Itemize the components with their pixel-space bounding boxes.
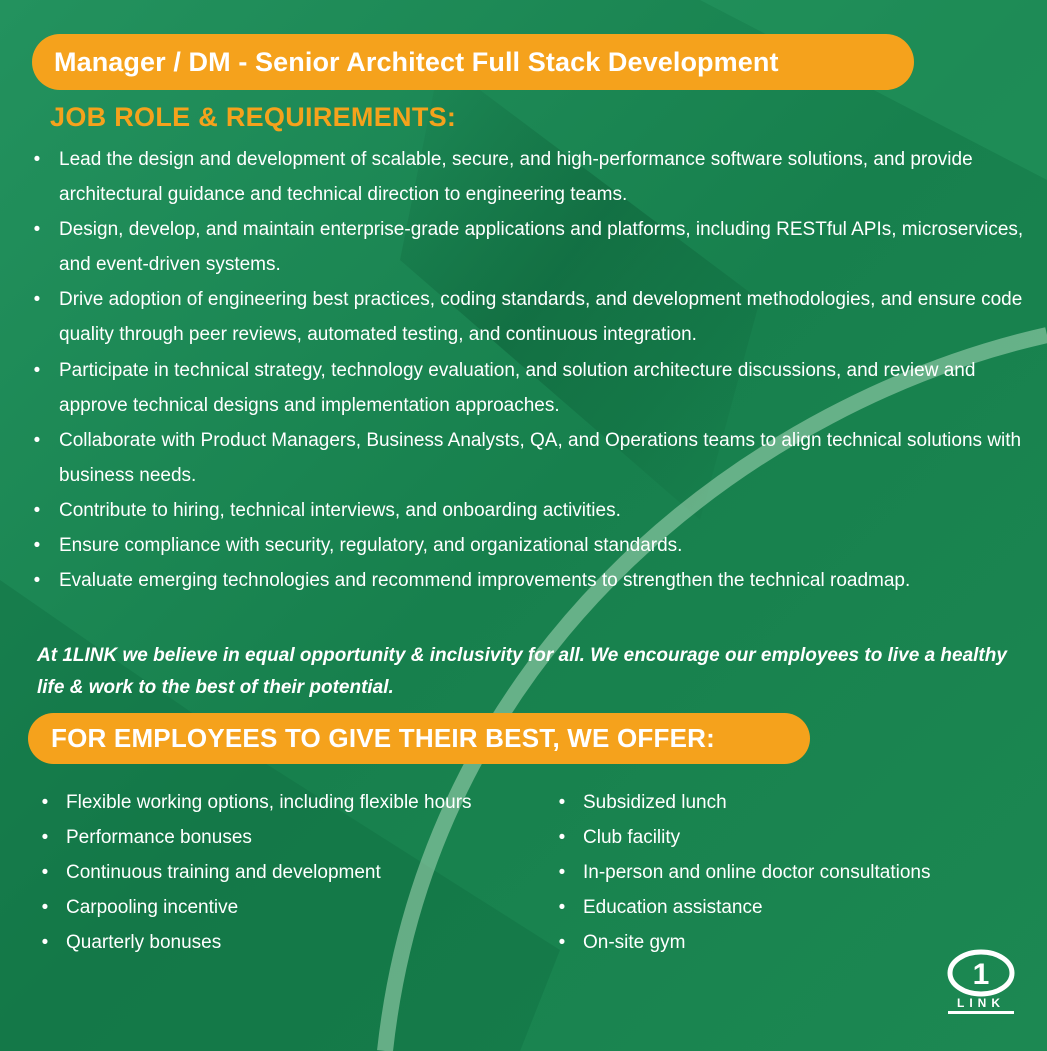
benefit-item	[555, 820, 931, 855]
requirement-text: Collaborate with Product Managers, Business Analysts, QA, and Operations teams to align technical solutions with business needs.	[59, 429, 1022, 486]
benefit-text: Continuous training and development	[66, 862, 381, 883]
requirement-item	[30, 563, 1042, 598]
bullet-icon: •	[41, 827, 49, 848]
benefit-item	[555, 890, 931, 925]
bullet-icon: •	[33, 570, 41, 592]
requirement-text: Evaluate emerging technologies and recommend improvements to strengthen the technical roadmap.	[59, 570, 911, 592]
bullet-icon: •	[558, 862, 566, 883]
requirement-item	[30, 353, 1042, 423]
bullet-icon: •	[33, 535, 41, 557]
benefit-text: Club facility	[583, 827, 681, 848]
offer-heading-banner	[28, 713, 810, 764]
requirement-text: Ensure compliance with security, regulatory, and organizational standards.	[59, 535, 683, 557]
benefit-item	[38, 925, 472, 960]
offer-heading: FOR EMPLOYEES TO GIVE THEIR BEST, WE OFFER:	[51, 723, 715, 753]
bullet-icon: •	[558, 932, 566, 953]
benefit-text: Education assistance	[583, 897, 763, 918]
benefit-item	[38, 820, 472, 855]
requirement-item	[30, 142, 1042, 212]
bullet-icon: •	[41, 792, 49, 813]
benefit-text: In-person and online doctor consultations	[583, 862, 931, 883]
benefits-list-left	[38, 785, 472, 960]
bullet-icon: •	[558, 827, 566, 848]
benefit-text: Carpooling incentive	[66, 897, 239, 918]
benefit-item	[38, 855, 472, 890]
requirement-item	[30, 528, 1042, 563]
requirement-item	[30, 423, 1042, 493]
equal-opportunity-statement: At 1LINK we believe in equal opportunity & inclusivity for all. We encourage our employees to live a healthy life & work to the best of their potential.	[37, 645, 1007, 698]
benefit-text: Flexible working options, including flexible hours	[66, 792, 472, 813]
benefit-item	[38, 890, 472, 925]
requirements-heading: JOB ROLE & REQUIREMENTS:	[50, 102, 457, 132]
bullet-icon: •	[33, 429, 41, 451]
bullet-icon: •	[33, 289, 41, 311]
benefit-text: On-site gym	[583, 932, 686, 953]
requirement-text: Contribute to hiring, technical interviews, and onboarding activities.	[59, 499, 621, 521]
benefit-text: Subsidized lunch	[583, 792, 727, 813]
bullet-icon: •	[41, 932, 49, 953]
1link-logo	[944, 948, 1018, 1018]
bullet-icon: •	[558, 792, 566, 813]
bullet-icon: •	[33, 149, 41, 170]
benefit-item	[38, 785, 472, 820]
requirement-item	[30, 282, 1042, 352]
job-title-banner	[32, 34, 914, 90]
benefits-list-right	[555, 785, 931, 960]
benefit-item	[555, 785, 931, 820]
requirement-text: Lead the design and development of scalable, secure, and high-performance software solutions, and provide architectural guidance and technical direction to engineering teams.	[59, 149, 973, 206]
requirement-item	[30, 493, 1042, 528]
requirements-list	[30, 142, 1042, 598]
bullet-icon: •	[41, 862, 49, 883]
benefit-item	[555, 925, 931, 960]
bullet-icon: •	[33, 499, 41, 521]
bullet-icon: •	[33, 219, 41, 241]
bullet-icon: •	[41, 897, 49, 918]
requirement-item	[30, 212, 1042, 282]
bullet-icon: •	[558, 897, 566, 918]
logo-word: LINK	[957, 996, 1005, 1010]
job-title: Manager / DM - Senior Architect Full Stack Development	[54, 46, 779, 77]
requirement-text: Drive adoption of engineering best practices, coding standards, and development methodologies, and ensure code quality through peer reviews, automated testing, and continuous integration.	[59, 289, 1023, 346]
benefit-text: Performance bonuses	[66, 827, 252, 848]
requirement-text: Design, develop, and maintain enterprise-grade applications and platforms, including RESTful APIs, microservices, and event-driven systems.	[59, 219, 1024, 276]
bullet-icon: •	[33, 359, 41, 381]
benefit-item	[555, 855, 931, 890]
benefit-text: Quarterly bonuses	[66, 932, 222, 953]
logo-numeral: 1	[972, 958, 990, 991]
requirement-text: Participate in technical strategy, technology evaluation, and solution architecture discussions, and review and approve technical designs and implementation approaches.	[59, 359, 976, 416]
